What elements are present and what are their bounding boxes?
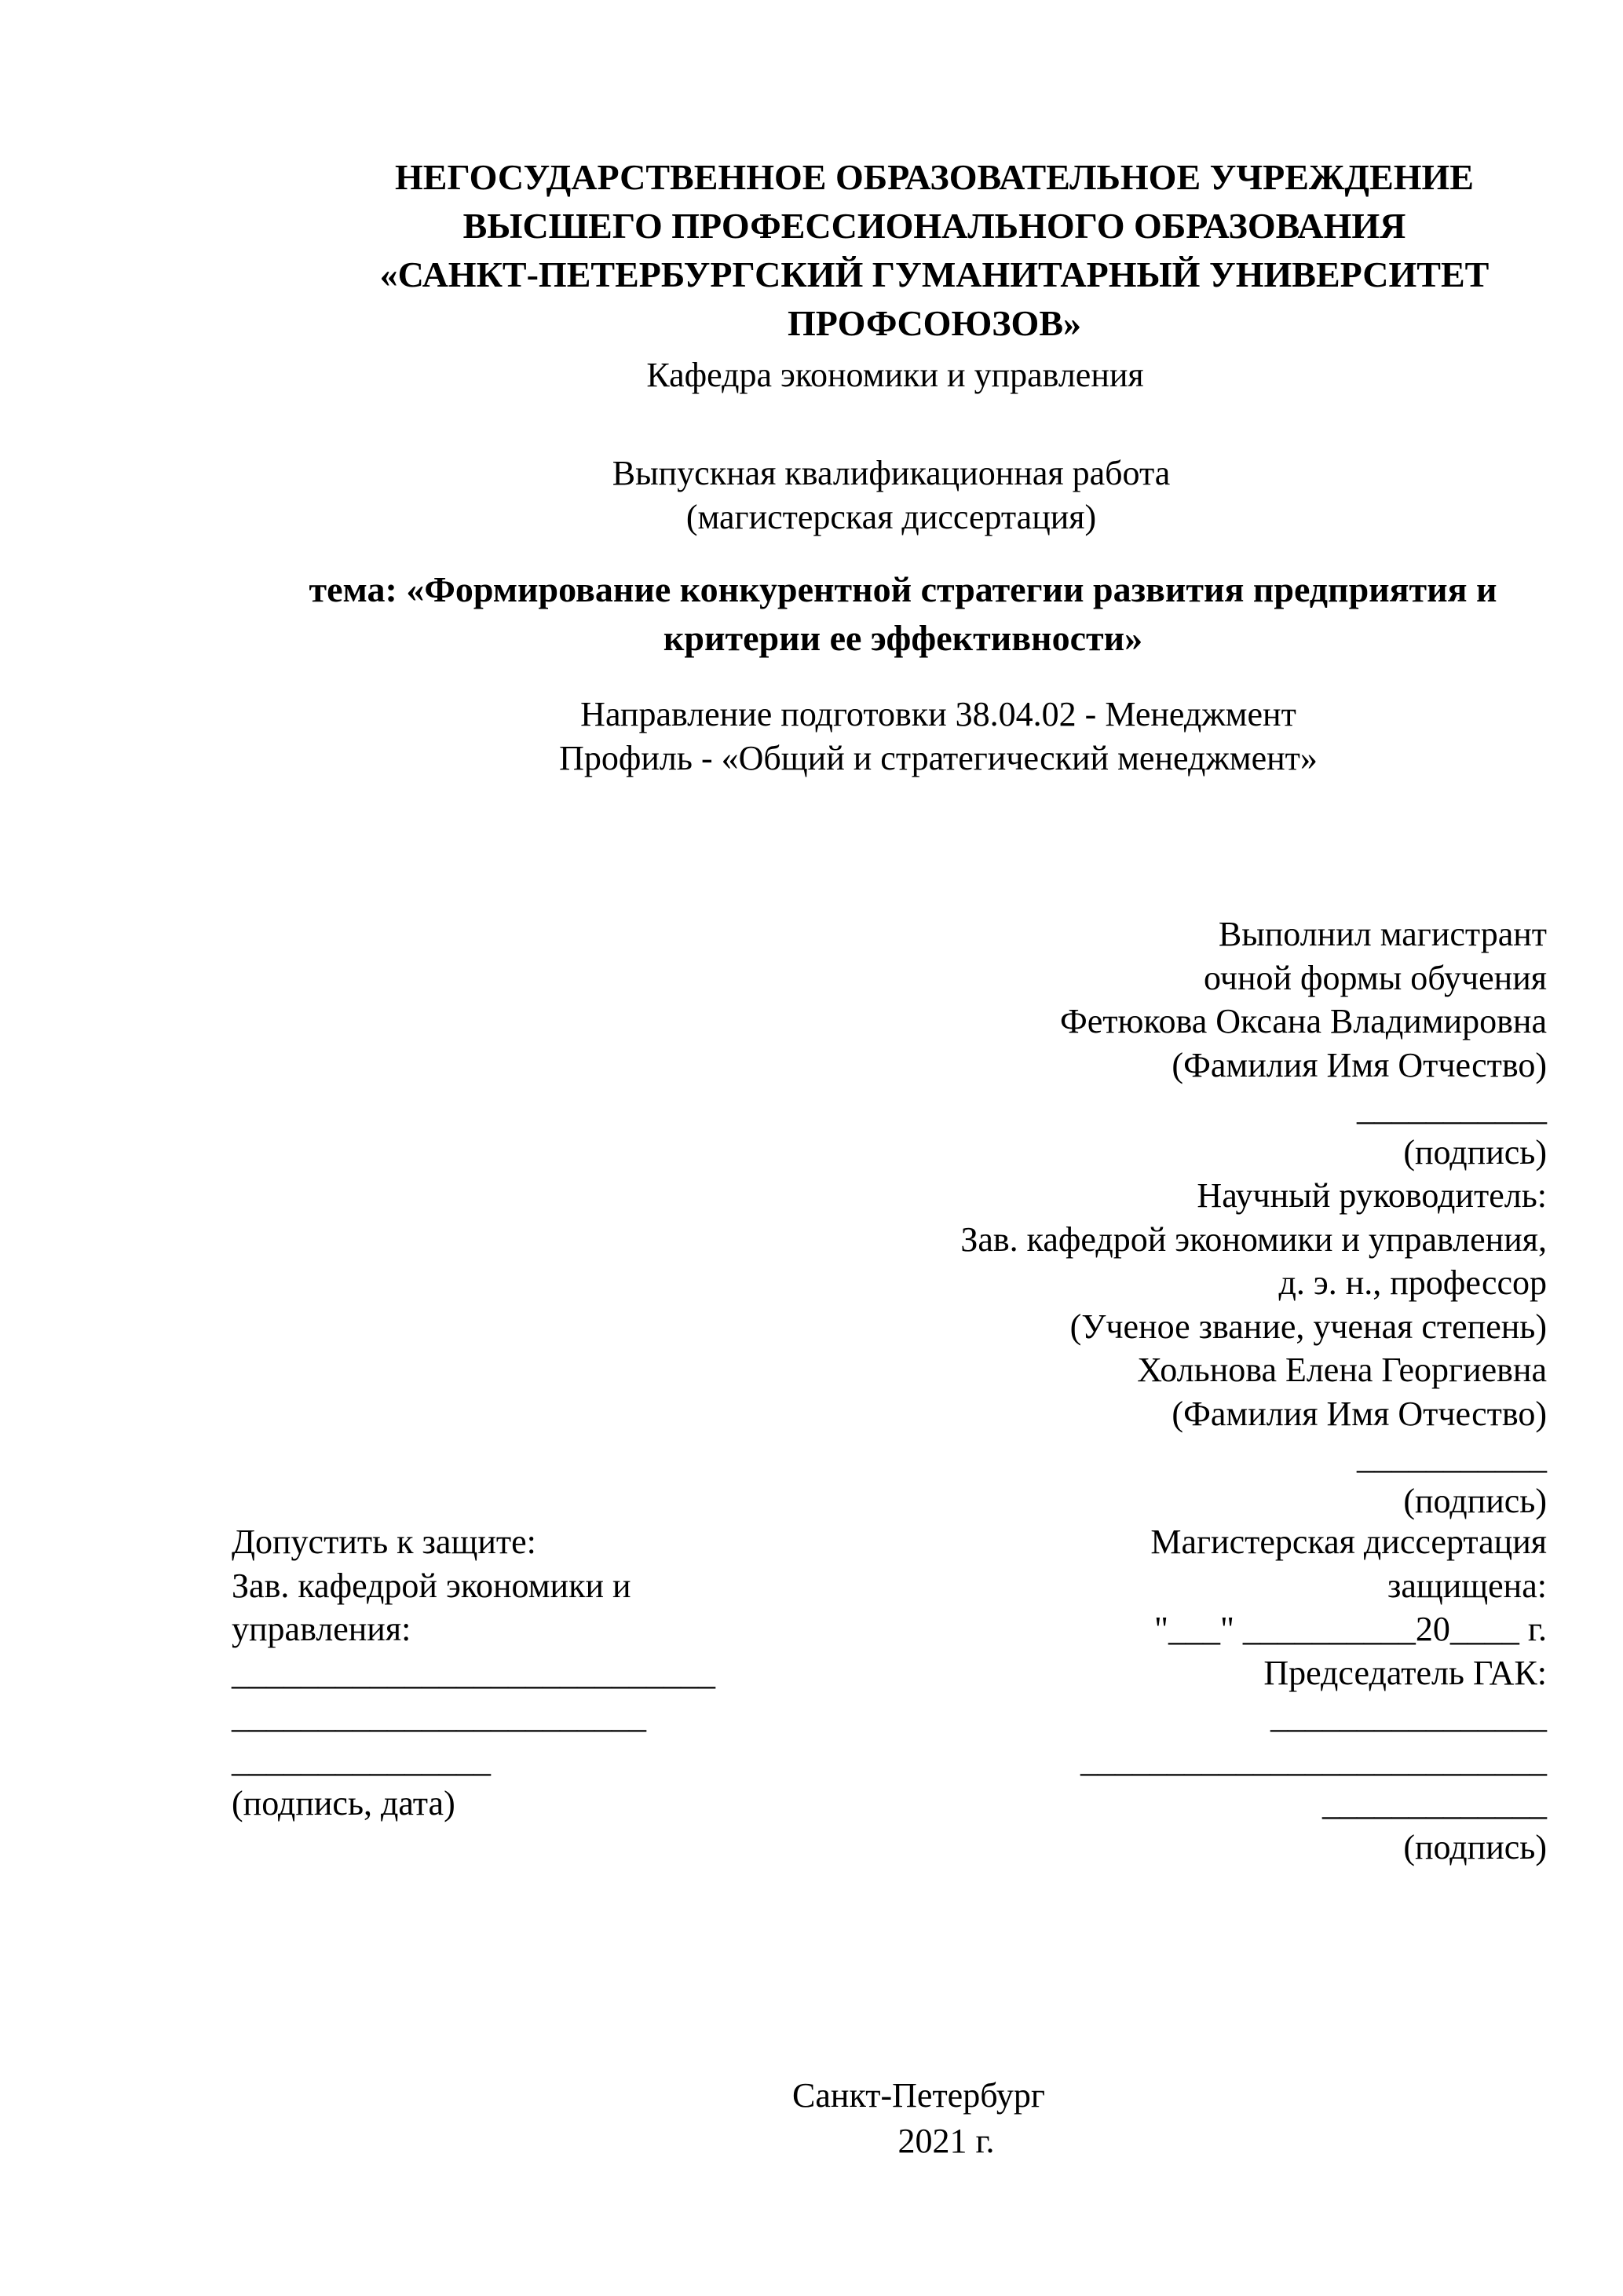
direction-line: Направление подготовки 38.04.02 - Менеджмент (580, 695, 1296, 733)
defense-blank-line-3: _____________ (1322, 1784, 1547, 1823)
city: Санкт-Петербург (792, 2076, 1045, 2115)
supervisor-degree: д. э. н., профессор (1278, 1263, 1547, 1302)
department: Кафедра экономики и управления (646, 356, 1144, 394)
defense-signature-hint: (подпись) (1403, 1827, 1547, 1866)
profile-line: Профиль - «Общий и стратегический менеджмент» (559, 739, 1318, 777)
defense-blank-line-1: ________________ (1270, 1697, 1547, 1735)
institution-line-2: ВЫСШЕГО ПРОФЕССИОНАЛЬНОГО ОБРАЗОВАНИЯ (462, 206, 1406, 246)
institution-header (330, 153, 1539, 348)
supervisor-degree-hint: (Ученое звание, ученая степень) (1069, 1307, 1547, 1346)
student-signature-hint: (подпись) (1403, 1132, 1547, 1172)
student-signature-line: ___________ (1357, 1089, 1547, 1128)
supervisor-label: Научный руководитель: (1197, 1176, 1547, 1215)
defense-block (840, 1520, 1547, 1869)
supervisor-signature-line: ___________ (1357, 1438, 1547, 1476)
topic-line-2: критерии ее эффективности» (663, 618, 1143, 658)
study-direction (487, 693, 1390, 781)
thesis-topic (251, 565, 1555, 663)
defense-date-line: "___" __________20____ г. (1153, 1610, 1547, 1648)
footer (738, 2073, 1099, 2164)
admission-blank-line-1: ____________________________ (232, 1653, 715, 1692)
defense-line-1: Магистерская диссертация (1150, 1523, 1547, 1561)
institution-line-3: «САНКТ-ПЕТЕРБУРГСКИЙ ГУМАНИТАРНЫЙ УНИВЕРСИТЕТ (379, 254, 1490, 294)
student-name: Фетюкова Оксана Владимировна (1060, 1002, 1547, 1040)
defense-line-2: защищена: (1387, 1566, 1547, 1605)
work-type (314, 452, 1468, 539)
institution-line-1: НЕГОСУДАРСТВЕННОЕ ОБРАЗОВАТЕЛЬНОЕ УЧРЕЖДЕНИЕ (394, 157, 1474, 197)
supervisor-signature-hint: (подпись) (1403, 1481, 1547, 1520)
supervisor-name-hint: (Фамилия Имя Отчество) (1172, 1394, 1547, 1433)
student-name-hint: (Фамилия Имя Отчество) (1172, 1045, 1547, 1084)
performed-by: Выполнил магистрант (1218, 915, 1547, 953)
admission-blank-line-3: _______________ (232, 1740, 491, 1779)
work-type-title: Выпускная квалификационная работа (612, 454, 1171, 492)
supervisor-name: Хольнова Елена Георгиевна (1137, 1351, 1547, 1389)
admission-label: Допустить к защите: (232, 1523, 536, 1561)
head-label-line-1: Зав. кафедрой экономики и (232, 1566, 631, 1605)
work-subtype: (магистерская диссертация) (685, 498, 1097, 536)
author-supervisor-block (605, 912, 1547, 1523)
admission-blank-line-2: ________________________ (232, 1697, 646, 1735)
admission-signature-hint: (подпись, дата) (232, 1784, 455, 1823)
year: 2021 г. (897, 2122, 995, 2160)
commission-chair-label: Председатель ГАК: (1263, 1653, 1547, 1692)
institution-line-4: ПРОФСОЮЗОВ» (788, 303, 1081, 343)
head-label-line-2: управления: (232, 1610, 411, 1648)
defense-blank-line-2: ___________________________ (1080, 1740, 1547, 1779)
study-form: очной формы обучения (1203, 958, 1547, 997)
topic-line-1: тема: «Формирование конкурентной стратегии развития предприятия и (309, 569, 1497, 609)
admission-block (232, 1520, 828, 1826)
supervisor-position: Зав. кафедрой экономики и управления, (960, 1219, 1547, 1259)
